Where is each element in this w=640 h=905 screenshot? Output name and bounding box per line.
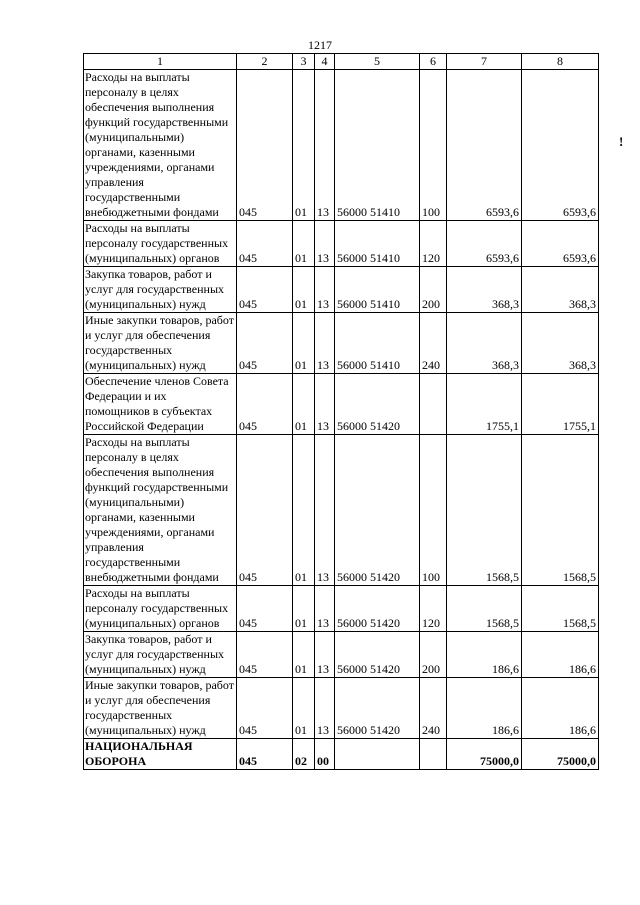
cell-section: 01: [293, 435, 315, 586]
row-description: Обеспечение членов Совета Федерации и их помощников в субъектах Российской Федерации: [84, 374, 237, 435]
cell-amount: 1755,1: [447, 374, 522, 435]
cell-subsection: 13: [315, 374, 335, 435]
cell-section: 01: [293, 374, 315, 435]
cell-amount: 75000,0: [522, 739, 599, 770]
table-header-row: [84, 54, 599, 70]
cell-code: 045: [237, 632, 293, 678]
col-header: 4: [315, 54, 335, 70]
cell-target: 56000 51420: [335, 678, 420, 739]
cell-section: 01: [293, 221, 315, 267]
cell-code: 045: [237, 221, 293, 267]
cell-code: 045: [237, 435, 293, 586]
cell-subsection: 13: [315, 632, 335, 678]
cell-expense-type: 120: [420, 221, 447, 267]
cell-target: 56000 51420: [335, 435, 420, 586]
table-row: [84, 221, 599, 267]
cell-subsection: 13: [315, 313, 335, 374]
col-header: 2: [237, 54, 293, 70]
cell-amount: 6593,6: [447, 70, 522, 221]
cell-target: 56000 51410: [335, 221, 420, 267]
cell-section: 01: [293, 678, 315, 739]
cell-amount: 186,6: [522, 678, 599, 739]
row-description: Расходы на выплаты персоналу в целях обеспечения выполнения функций государственными (муниципальными) органами, казенными учреждениями, органами управления государственными внебюджетными фондами: [84, 435, 237, 586]
budget-table: [83, 53, 599, 770]
margin-mark: !: [619, 134, 624, 149]
cell-amount: 6593,6: [522, 70, 599, 221]
cell-target: 56000 51420: [335, 586, 420, 632]
col-header: 6: [420, 54, 447, 70]
row-description: Расходы на выплаты персоналу государственных (муниципальных) органов: [84, 221, 237, 267]
table-row: [84, 632, 599, 678]
cell-subsection: 13: [315, 586, 335, 632]
table-row: [84, 374, 599, 435]
cell-code: 045: [237, 313, 293, 374]
row-description: Иные закупки товаров, работ и услуг для обеспечения государственных (муниципальных) нужд: [84, 313, 237, 374]
cell-section: 02: [293, 739, 315, 770]
row-description: Закупка товаров, работ и услуг для государственных (муниципальных) нужд: [84, 267, 237, 313]
col-header: 7: [447, 54, 522, 70]
cell-amount: 75000,0: [447, 739, 522, 770]
cell-subsection: 13: [315, 221, 335, 267]
cell-section: 01: [293, 313, 315, 374]
cell-target: 56000 51410: [335, 313, 420, 374]
table-row: [84, 267, 599, 313]
cell-amount: 1568,5: [522, 586, 599, 632]
cell-expense-type: 240: [420, 678, 447, 739]
row-description: Закупка товаров, работ и услуг для государственных (муниципальных) нужд: [84, 632, 237, 678]
cell-section: 01: [293, 70, 315, 221]
cell-code: 045: [237, 267, 293, 313]
cell-amount: 1755,1: [522, 374, 599, 435]
cell-amount: 368,3: [447, 267, 522, 313]
cell-expense-type: 120: [420, 586, 447, 632]
table-row: [84, 586, 599, 632]
cell-subsection: 13: [315, 678, 335, 739]
cell-code: 045: [237, 678, 293, 739]
cell-amount: 368,3: [522, 267, 599, 313]
cell-amount: 186,6: [447, 632, 522, 678]
cell-target: 56000 51420: [335, 632, 420, 678]
cell-code: 045: [237, 374, 293, 435]
cell-section: 01: [293, 632, 315, 678]
cell-expense-type: [420, 739, 447, 770]
col-header: 3: [293, 54, 315, 70]
cell-expense-type: 200: [420, 267, 447, 313]
col-header: 5: [335, 54, 420, 70]
row-description: Иные закупки товаров, работ и услуг для обеспечения государственных (муниципальных) нужд: [84, 678, 237, 739]
cell-amount: 1568,5: [447, 586, 522, 632]
table-row: [84, 435, 599, 586]
cell-amount: 368,3: [447, 313, 522, 374]
cell-expense-type: 100: [420, 435, 447, 586]
cell-amount: 186,6: [522, 632, 599, 678]
row-description: НАЦИОНАЛЬНАЯ ОБОРОНА: [84, 739, 237, 770]
cell-subsection: 13: [315, 267, 335, 313]
cell-target: 56000 51420: [335, 374, 420, 435]
cell-subsection: 13: [315, 435, 335, 586]
cell-target: 56000 51410: [335, 267, 420, 313]
col-header: 8: [522, 54, 599, 70]
cell-amount: 186,6: [447, 678, 522, 739]
cell-section: 01: [293, 267, 315, 313]
section-total-row: [84, 739, 599, 770]
table-row: [84, 313, 599, 374]
cell-target: 56000 51410: [335, 70, 420, 221]
cell-expense-type: [420, 374, 447, 435]
cell-amount: 1568,5: [522, 435, 599, 586]
page-number: 1217: [308, 38, 332, 52]
cell-subsection: 00: [315, 739, 335, 770]
cell-target: [335, 739, 420, 770]
row-description: Расходы на выплаты персоналу в целях обеспечения выполнения функций государственными (муниципальными) органами, казенными учреждениями, органами управления государственными внебюджетными фондами: [84, 70, 237, 221]
col-header: 1: [84, 54, 237, 70]
cell-code: 045: [237, 70, 293, 221]
cell-code: 045: [237, 739, 293, 770]
row-description: Расходы на выплаты персоналу государственных (муниципальных) органов: [84, 586, 237, 632]
cell-expense-type: 200: [420, 632, 447, 678]
cell-section: 01: [293, 586, 315, 632]
cell-subsection: 13: [315, 70, 335, 221]
cell-expense-type: 240: [420, 313, 447, 374]
cell-amount: 368,3: [522, 313, 599, 374]
table-row: [84, 678, 599, 739]
cell-amount: 6593,6: [447, 221, 522, 267]
cell-amount: 1568,5: [447, 435, 522, 586]
cell-expense-type: 100: [420, 70, 447, 221]
table-row: [84, 70, 599, 221]
cell-amount: 6593,6: [522, 221, 599, 267]
cell-code: 045: [237, 586, 293, 632]
